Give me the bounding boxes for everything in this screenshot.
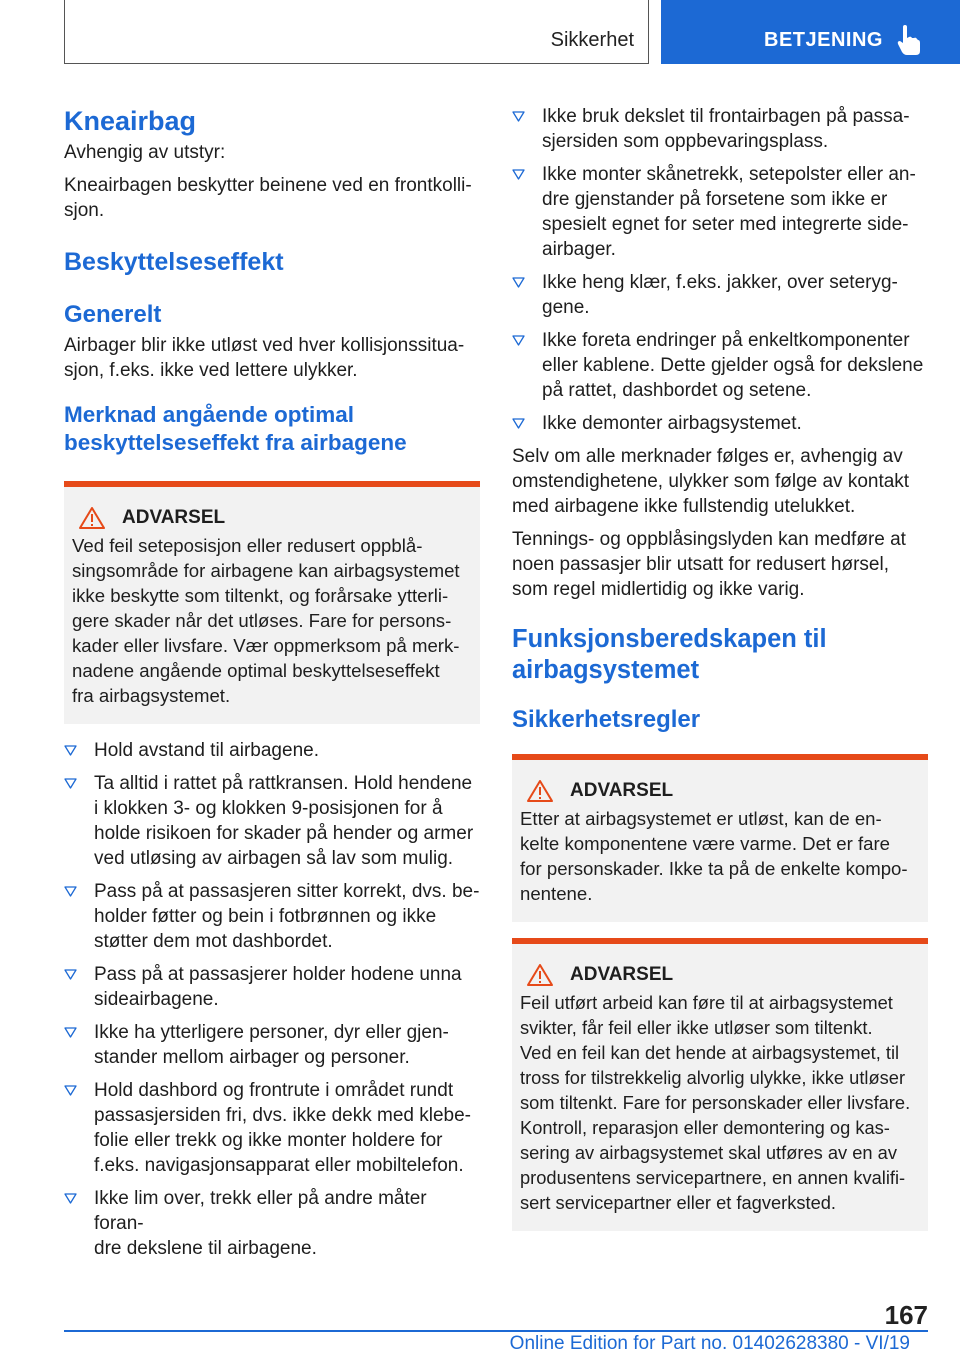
header-section-label: Sikkerhet xyxy=(550,29,634,51)
bullet-list xyxy=(512,104,928,436)
section-title-kneairbag: Kneairbag xyxy=(64,106,197,136)
heading-sikkerhetsregler: Sikkerhetsregler xyxy=(512,706,701,733)
edition-footer: Online Edition for Part no. 01402628380 - VI/19 xyxy=(509,1333,910,1354)
list-item xyxy=(64,962,480,1012)
list-item xyxy=(64,1020,480,1070)
warning-title xyxy=(526,778,920,804)
heading-merknad: Merknad angående optimal beskyttelseseffekt fra airbagene xyxy=(64,402,407,455)
bullet-triangle-icon xyxy=(64,1078,94,1178)
bullet-triangle-icon xyxy=(512,411,542,436)
paragraph: Avhengig av utstyr: xyxy=(64,142,226,163)
list-item-text: Ikke lim over, trekk eller på andre måter foran- dre dekslene til airbagene. xyxy=(94,1188,427,1259)
header-chapter-tab[interactable] xyxy=(661,0,960,64)
warning-text: Etter at airbagsystemet er utløst, kan de en- kelte komponentene være varme. Det er fare for personskader. Ikke ta på de enkelte kompo- nentene. xyxy=(520,808,908,904)
paragraph: Kneairbagen beskytter beinene ved en frontkolli- sjon. xyxy=(64,175,472,221)
list-item xyxy=(512,162,928,262)
list-item-text: Ikke foreta endringer på enkeltkomponenter eller kablene. Dette gjelder også for dekslene på rattet, dashbordet og setene. xyxy=(542,330,924,401)
bullet-triangle-icon xyxy=(64,879,94,954)
list-item xyxy=(64,1078,480,1178)
warning-triangle-icon xyxy=(78,506,106,530)
list-item-text: Ta alltid i rattet på rattkransen. Hold hendene i klokken 3- og klokken 9-posisjonen for å holde risikoen for skader på hender og armer ved utløsing av airbagen så lav som mulig. xyxy=(94,773,474,869)
paragraph: Selv om alle merknader følges er, avhengig av omstendighetene, ulykker som følge av kontakt med airbagene ikke fullstendig utelukket. xyxy=(512,446,910,517)
bullet-triangle-icon xyxy=(512,328,542,403)
list-item xyxy=(64,879,480,954)
warning-box xyxy=(512,754,928,922)
bullet-triangle-icon xyxy=(64,738,94,763)
bullet-triangle-icon xyxy=(64,1186,94,1261)
warning-triangle-icon xyxy=(526,963,554,987)
list-item-text: Ikke bruk dekslet til frontairbagen på passa- sjersiden som oppbevaringsplass. xyxy=(542,106,910,152)
warning-text: Ved feil seteposisjon eller redusert oppblå- singsområde for airbagene kan airbagsystemet ikke beskytte som tiltenkt, og forårsake ytterli- gere skader når det utløses. Fare for persons- kader eller livsfare. Vær oppmerksom på merk- nadene angående optimal beskyttelseseffekt fra airbagsystemet. xyxy=(72,535,460,706)
list-item xyxy=(512,270,928,320)
warning-title xyxy=(526,962,920,988)
paragraph: Tennings- og oppblåsingslyden kan medføre at noen passasjer blir utsatt for redusert hørsel, som regel midlertidig og ikke varig. xyxy=(512,529,906,600)
bullet-triangle-icon xyxy=(64,1020,94,1070)
list-item xyxy=(64,771,480,871)
list-item-text: Hold avstand til airbagene. xyxy=(94,740,319,761)
warning-box xyxy=(512,938,928,1231)
warning-title xyxy=(78,505,472,531)
list-item-text: Pass på at passasjeren sitter korrekt, dvs. be- holder føtter og bein i fotbrønnen og ikke støtter dem mot dashbordet. xyxy=(94,881,480,952)
list-item xyxy=(512,411,928,436)
list-item-text: Hold dashbord og frontrute i området rundt passasjersiden fri, dvs. ikke dekk med klebe- folie eller trekk og ikke monter holdere for f.eks. navigasjonsapparat eller mobiltelefon. xyxy=(94,1080,471,1176)
footer-divider xyxy=(64,1330,928,1332)
bullet-list xyxy=(64,738,480,1261)
list-item-text: Ikke demonter airbagsystemet. xyxy=(542,413,802,434)
list-item-text: Pass på at passasjerer holder hodene unna sideairbagene. xyxy=(94,964,462,1010)
heading-funksjonsberedskapen: Funksjonsberedskapen til airbagsystemet xyxy=(512,625,827,684)
paragraph: Airbager blir ikke utløst ved hver kollisjonssitua- sjon, f.eks. ikke ved lettere ulykker. xyxy=(64,335,465,381)
warning-text: Feil utført arbeid kan føre til at airbagsystemet svikter, får feil eller ikke utløser som tiltenkt. Ved en feil kan det hende at airbagsystemet, til tross for tilstrekkelig alvorlig ulykke, ikke utløser som tiltenkt. Fare for personskader eller livsfare. Kontroll, reparasjon eller demontering og kas- sering av airbagsystemet skal utføres av en av produsentens servicepartnere, en annen kvalifi- sert servicepartner eller et fagverksted. xyxy=(520,992,911,1213)
warning-triangle-icon xyxy=(526,779,554,803)
page-number: 167 xyxy=(884,1300,928,1330)
header-section-box xyxy=(64,0,649,64)
warning-label: ADVARSEL xyxy=(570,964,674,985)
heading-generelt: Generelt xyxy=(64,301,162,328)
list-item xyxy=(64,738,480,763)
warning-label: ADVARSEL xyxy=(570,780,674,801)
warning-label: ADVARSEL xyxy=(122,507,226,528)
bullet-triangle-icon xyxy=(64,771,94,871)
heading-beskyttelseseffekt: Beskyttelseseffekt xyxy=(64,248,284,276)
list-item xyxy=(512,104,928,154)
header-chapter-label: BETJENING xyxy=(764,29,883,51)
list-item xyxy=(64,1186,480,1261)
left-column xyxy=(64,100,480,1269)
bullet-triangle-icon xyxy=(64,962,94,1012)
list-item-text: Ikke ha ytterligere personer, dyr eller gjen- stander mellom airbager og personer. xyxy=(94,1022,449,1068)
bullet-triangle-icon xyxy=(512,104,542,154)
bullet-triangle-icon xyxy=(512,270,542,320)
list-item xyxy=(512,328,928,403)
warning-box xyxy=(64,481,480,724)
bullet-triangle-icon xyxy=(512,162,542,262)
hand-pointer-icon xyxy=(897,24,921,56)
list-item-text: Ikke heng klær, f.eks. jakker, over seteryg- gene. xyxy=(542,272,898,318)
right-column xyxy=(512,100,928,1231)
list-item-text: Ikke monter skånetrekk, setepolster eller an- dre gjenstander på forsetene som ikke er spesielt egnet for seter med integrerte side- airbager. xyxy=(542,164,916,260)
